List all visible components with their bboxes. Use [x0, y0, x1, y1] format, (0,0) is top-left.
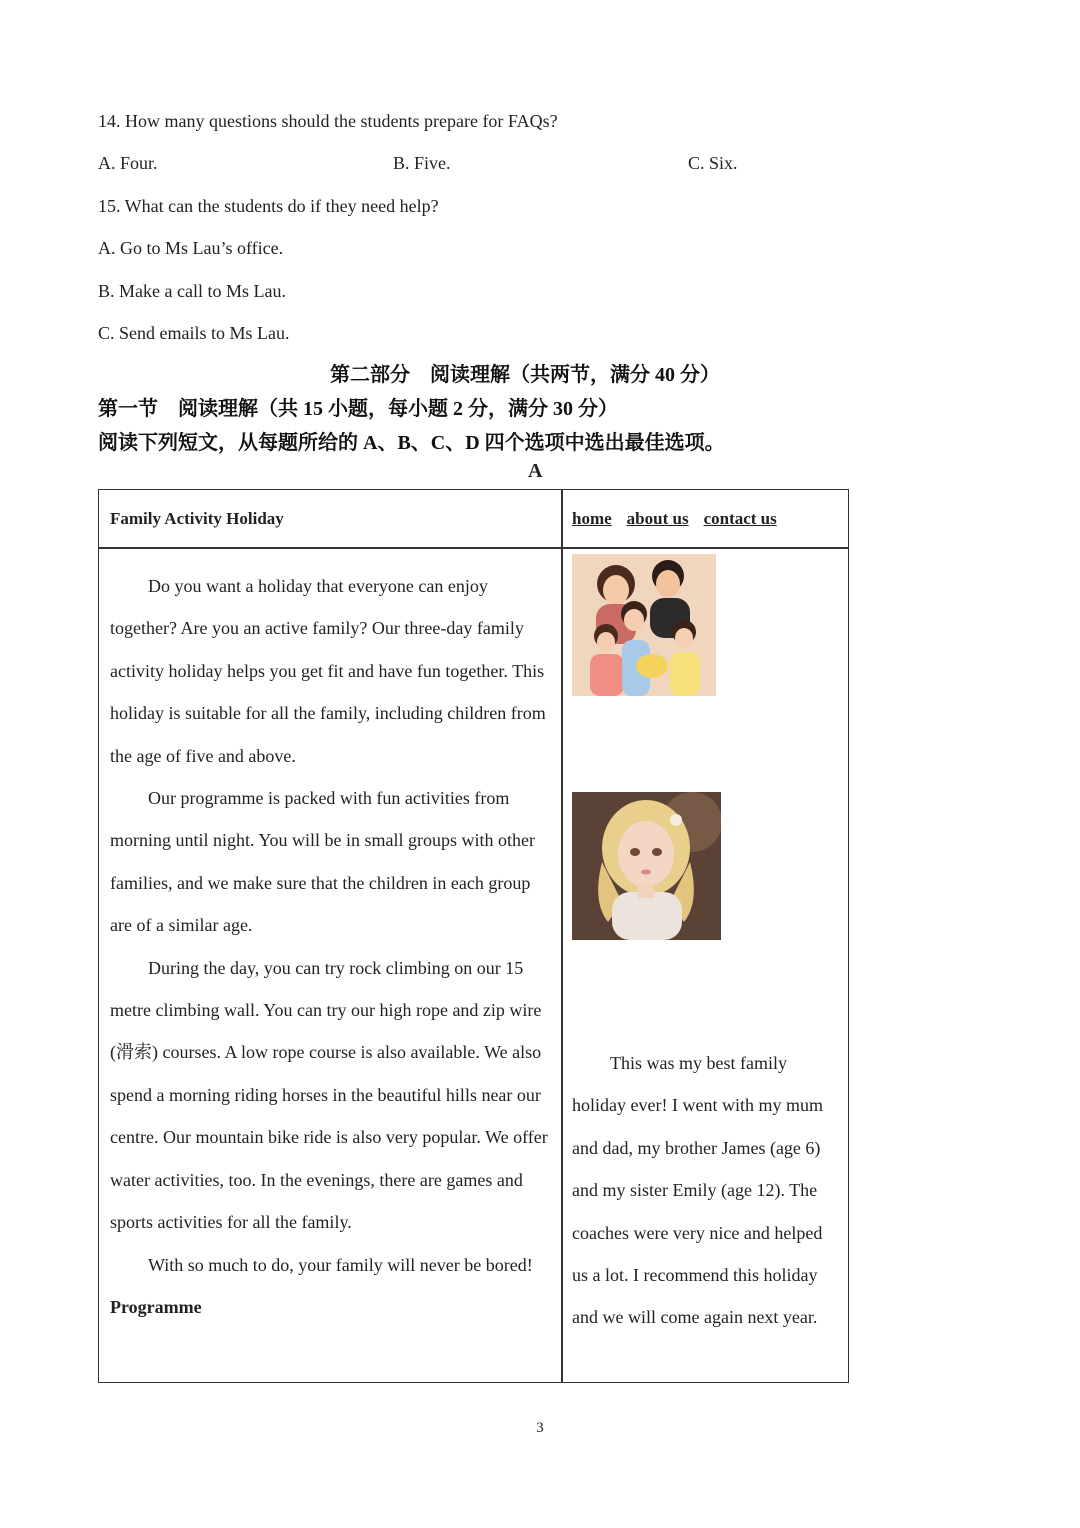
paragraph: Do you want a holiday that everyone can enjoy together? Are you an active family? Our three-day family activity holiday helps you get fit and have fun together. This holiday is suitable for all the family, including children from the age of five and above. [110, 576, 546, 766]
question-14-options [98, 153, 858, 174]
nav-about-link[interactable]: about us [626, 509, 689, 528]
option-a: A. Go to Ms Lau’s office. [98, 238, 284, 258]
option-a: A. Four. [98, 153, 158, 173]
table-title: Family Activity Holiday [110, 509, 284, 528]
paragraph: During the day, you can try rock climbing on our 15 metre climbing wall. You can try our high rope and zip wire (滑索) courses. A low rope course is also available. We also spend a morning riding horses in the beautiful hills near our centre. Our mountain bike ride is also very popular. We offer water activities, too. In the evenings, there are games and sports activities for all the family. [110, 957, 548, 1233]
girl-portrait [572, 792, 721, 940]
passage-letter: A [528, 460, 543, 482]
option-c: C. Send emails to Ms Lau. [98, 323, 290, 343]
part-heading: 第二部分 阅读理解（共两节，满分 40 分） [330, 364, 720, 386]
paragraph: Our programme is packed with fun activities from morning until night. You will be in small groups with other families, and we make sure that the children in each group are of a similar age. [110, 788, 536, 936]
row-divider [99, 547, 848, 549]
nav-links [572, 509, 777, 529]
passage-table [98, 489, 849, 1383]
option-c: C. Six. [688, 153, 738, 173]
passage-body [110, 565, 555, 1328]
option-b: B. Five. [393, 153, 451, 173]
family-photo [572, 554, 716, 696]
question-14: 14. How many questions should the students prepare for FAQs? [98, 111, 558, 131]
programme-label: Programme [110, 1296, 202, 1317]
section-heading: 第一节 阅读理解（共 15 小题，每小题 2 分，满分 30 分） [98, 398, 618, 420]
page-number: 3 [536, 1420, 544, 1436]
nav-home-link[interactable]: home [572, 509, 612, 528]
testimonial-text: This was my best family holiday ever! I went with my mum and dad, my brother James (age 6) and my sister Emily (age 12). The coaches were very nice and helped us a lot. I recommend this holiday and we will come again next year. [572, 1053, 823, 1328]
question-15: 15. What can the students do if they need help? [98, 196, 439, 216]
column-divider [561, 490, 563, 1382]
nav-contact-link[interactable]: contact us [703, 509, 777, 528]
option-b: B. Make a call to Ms Lau. [98, 281, 286, 301]
testimonial [572, 1042, 834, 1339]
paragraph: With so much to do, your family will never be bored! [148, 1254, 533, 1275]
instruction: 阅读下列短文，从每题所给的 A、B、C、D 四个选项中选出最佳选项。 [98, 432, 725, 454]
